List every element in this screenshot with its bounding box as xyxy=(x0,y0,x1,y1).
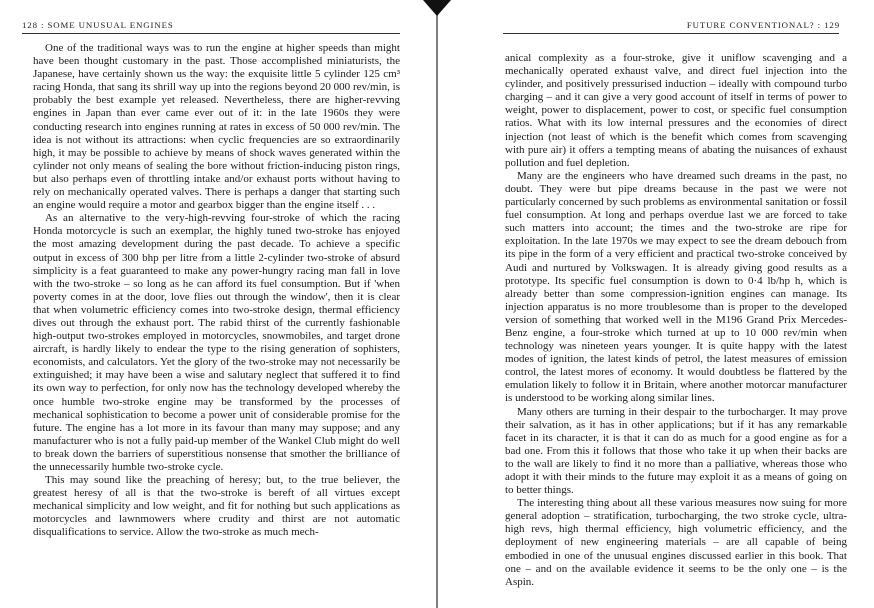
paragraph: As an alternative to the very-high-revving four-stroke of which the racing Honda motorcycle is such an exemplar, the highly tuned two-stroke has enjoyed the most amazing development during the past decade. To achieve a specific output in excess of 300 bhp per litre from a little 2-cylinder two-stroke of absurd simplicity is a feat guaranteed to make any power-hungry racing man fall in love with the two-stroke – so long as he can afford its fuel consumption. But if 'when poverty comes in at the door, love flies out through the window', then it is clear that when volumetric efficiency comes into two-stroke design, thermal efficiency dives out through the exhaust port. The rabid thirst of the currently fashionable high-output two-strokes employed in motorcycles, snowmobiles, and target drone aircraft, is hardly likely to endear the type to the rising generation of sophisters, economists, and calculators. Yet the glory of the two-stroke may not necessarily be extinguished; it may have been a wise and salutary neglect that suffered it to find its own way to perfection, for only now has the technology developed whereby the once humble two-stroke engine may be transformed by the processes of mechanical sophistication to become a power unit of considerable promise for the future. The engine has a lot more in its favour than many may suppose; and any manufacturer who is not a fully paid-up member of the Wankel Club might do well to break down the barriers of superstitious nonsense that smother the brilliance of the unnecessarily humble two-stroke cycle. xyxy=(33,212,400,473)
paragraph: This may sound like the preaching of heresy; but, to the true believer, the greatest heresy of all is that the two-stroke is bereft of all virtues except mechanical simplicity and low weight, and fit for nothing but such applications as motorcycles and lawnmowers where crudity and thirst are not automatic disqualifications to service. Allow the two-stroke as much mech- xyxy=(33,474,400,539)
paragraph: Many are the engineers who have dreamed such dreams in the past, no doubt. They were but pipe dreams because in the past we were not particularly concerned by such problems as environmental sanitation or fossil fuel consumption. At long and perhaps overdue last we are forced to take such matters into account; the times and the two-stroke are ripe for exploitation. In the late 1970s we may expect to see the dream debouch from its pipe in the form of a very efficient and practical two-stroke conceived by Audi and nurtured by Volkswagen. It is already giving good results as a prototype. Its specific fuel consumption is down to 0·4 lb/hp h, which is already better than some compression-ignition engines can manage. Its injection apparatus is no more troublesome than is proper to the developed version of something that worked well in the M196 Grand Prix Mercedes-Benz engine, a four-stroke which turned at up to 10 000 rev/min when technology was nineteen years younger. It is quite happy with the latest modes of ignition, the latest kinds of petrol, the latest measures of emission control, the latest mores of economy. It would doubtless be flattered by the emulation likely to follow it in Britain, where another motorcar manufacturer is understood to be working along similar lines. xyxy=(505,169,847,405)
left-page-number: 128 xyxy=(22,20,38,30)
paragraph: Many others are turning in their despair to the turbocharger. It may prove their salvation, as it has in other applications; but if it has any remarkable facet in its character, it is that it can do as much for a good engine as for a bad one. From this it follows that those who take it up when their backs are to the wall are likely to find it no more than a palliative, whereas those who adopt it with their minds to the future may exploit it as a means of going on to better things. xyxy=(505,405,847,497)
left-body-text xyxy=(33,42,400,540)
paragraph: One of the traditional ways was to run the engine at higher speeds than might have been thought customary in the past. Those accomplished miniaturists, the Japanese, have certainly shown us the way: the exquisite little 5 cylinder 125 cm³ racing Honda, that sang its shrill way up into the regions beyond 20 000 rev/min, is probably the best example yet released. Nevertheless, there are higher-revving engines in Japan than ever came ever out of it: in the late 1960s they were conducting research into engines running at rates in excess of 50 000 rev/min. The idea is not without its attractions: when cyclic frequencies are so extraordinarily high, it may be possible to achieve by means of shock waves generated within the cylinder not only means of sealing the bore without friction-inducing piston rings, but also perhaps even of throttling intake and/or exhaust ports without having to rely on mechanically operated valves. There is perhaps a danger that starting such an engine would require a motor and gearbox bigger than the engine itself . . . xyxy=(33,42,400,212)
left-running-title: SOME UNUSUAL ENGINES xyxy=(47,20,174,30)
right-body-text xyxy=(505,52,847,589)
left-running-head: 128 : SOME UNUSUAL ENGINES xyxy=(22,20,174,30)
right-running-title: FUTURE CONVENTIONAL? xyxy=(686,20,815,30)
right-page xyxy=(437,0,874,608)
right-running-head: FUTURE CONVENTIONAL? : 129 xyxy=(686,20,840,30)
right-page-number: 129 xyxy=(824,20,840,30)
right-head-rule xyxy=(503,33,839,34)
left-head-rule xyxy=(22,33,400,34)
paragraph: The interesting thing about all these various measures now suing for more general adoption – stratification, turbocharging, the two stroke cycle, ultra-high revs, high thermal efficiency, high volumetric efficiency, and the deployment of new engineering materials – are all capable of being embodied in one of the unusual engines discussed earlier in this book. That one – and on the available evidence it seems to be the only one – is the Aspin. xyxy=(505,497,847,588)
paragraph-continuation: anical complexity as a four-stroke, give it uniflow scavenging and a mechanically operated exhaust valve, and direct fuel injection into the cylinder, and positively pressurised induction – ideally with compound turbo charging – and it can give a very good account of itself in terms of power to weight, power to displacement, power to cost, or specific fuel consumption ratios. What with its low internal pressures and the economies of direct injection (not least of which is the benefit which comes from scavenging with pure air) it offers a tempting means of abating the nuisances of exhaust pollution and fuel depletion. xyxy=(505,52,847,169)
